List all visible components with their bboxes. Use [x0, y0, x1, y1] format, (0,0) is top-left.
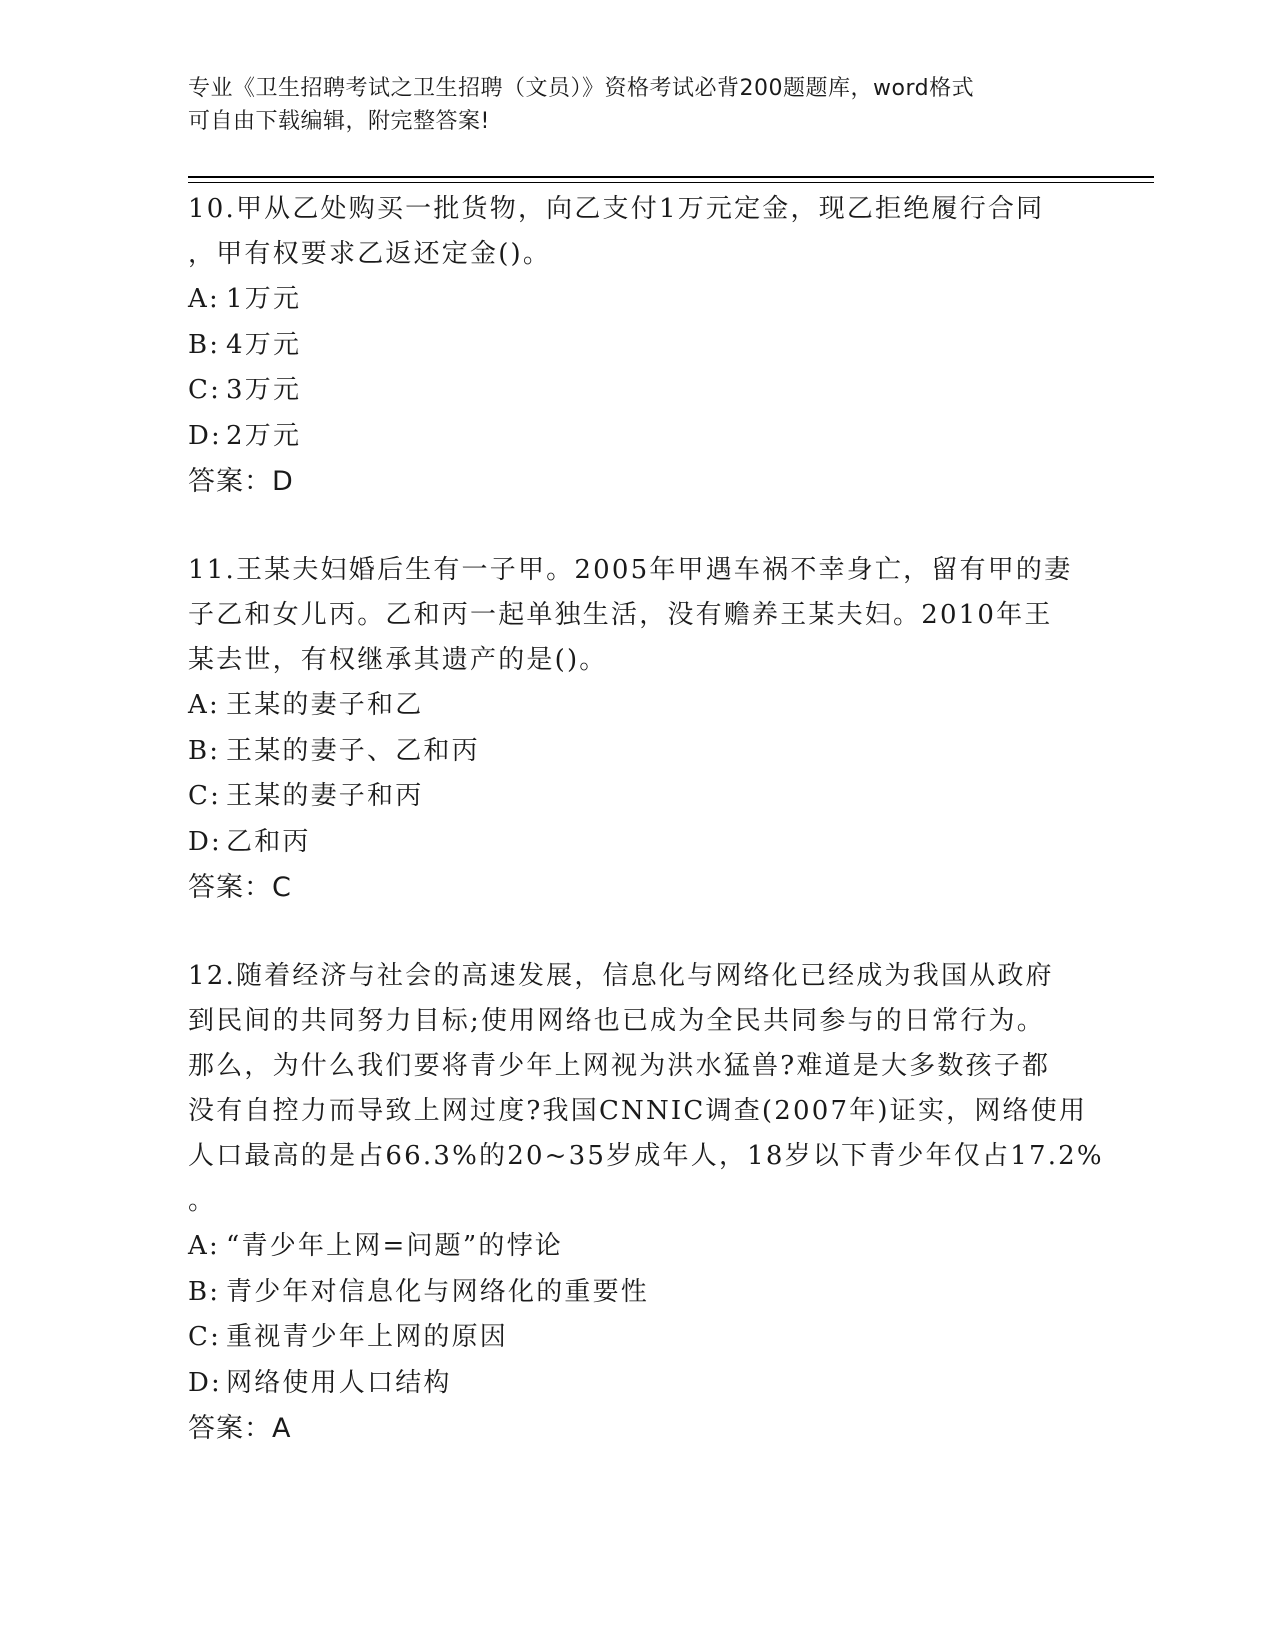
option-d [188, 1361, 1088, 1407]
option-text: 网络使用人口结构 [226, 1367, 452, 1398]
question-text: ，甲有权要求乙返还定金()。 [188, 239, 552, 269]
question-item [188, 187, 1088, 504]
option-d [188, 820, 1088, 866]
spacer [188, 910, 1088, 954]
header-line: 可自由下载编辑，附完整答案! [188, 109, 490, 134]
option-text: 青少年对信息化与网络化的重要性 [226, 1276, 650, 1307]
option-key: D: [188, 1367, 223, 1398]
question-text: 人口最高的是占66.3%的20~35岁成年人，18岁以下青少年仅占17.2% [188, 1141, 1104, 1171]
question-text: 那么，为什么我们要将青少年上网视为洪水猛兽?难道是大多数孩子都 [188, 1051, 1051, 1081]
option-key: A: [188, 284, 220, 314]
option-text: 乙和丙 [226, 826, 311, 857]
question-stem [188, 187, 1088, 277]
question-text: 到民间的共同努力目标;使用网络也已成为全民共同参与的日常行为。 [188, 1006, 1045, 1036]
option-c [188, 1315, 1088, 1361]
option-key: A: [188, 1231, 220, 1261]
question-list [188, 187, 1104, 1451]
question-text: 。 [188, 1186, 217, 1216]
answer-line: 答案：C [188, 872, 292, 903]
option-key: D: [188, 826, 223, 857]
option-text: 重视青少年上网的原因 [226, 1322, 509, 1352]
spacer [188, 504, 1088, 548]
question-text: 子乙和女儿丙。乙和丙一起单独生活，没有赡养王某夫妇。2010年王 [188, 600, 1053, 630]
option-text: “青少年上网=问题”的悖论 [226, 1231, 563, 1261]
option-key: C: [188, 375, 222, 405]
option-d [188, 414, 1088, 460]
answer-line: 答案：D [188, 466, 294, 497]
option-b [188, 729, 1088, 775]
option-c [188, 368, 1088, 414]
question-stem [188, 954, 1104, 1224]
option-a [188, 277, 1088, 323]
header-divider [188, 176, 1154, 178]
option-b [188, 1270, 1088, 1316]
option-b [188, 323, 1088, 369]
option-text: 2万元 [226, 420, 302, 451]
option-text: 王某的妻子和乙 [226, 690, 424, 720]
option-text: 4万元 [226, 329, 302, 360]
option-text: 3万元 [226, 375, 302, 405]
option-key: A: [188, 690, 220, 720]
option-a [188, 683, 1088, 729]
option-key: C: [188, 781, 222, 811]
option-text: 王某的妻子和丙 [226, 781, 424, 811]
question-stem [188, 548, 1088, 683]
option-text: 1万元 [226, 284, 302, 314]
question-text: 12.随着经济与社会的高速发展，信息化与网络化已经成为我国从政府 [188, 961, 1054, 991]
question-text: 没有自控力而导致上网过度?我国CNNIC调查(2007年)证实，网络使用 [188, 1096, 1088, 1126]
option-a [188, 1224, 1088, 1270]
question-item [188, 954, 1104, 1451]
question-item [188, 548, 1088, 910]
option-text: 王某的妻子、乙和丙 [226, 735, 480, 766]
option-key: B: [188, 735, 221, 766]
header-line: 专业《卫生招聘考试之卫生招聘（文员）》资格考试必背200题题库，word格式 [188, 76, 975, 101]
option-key: B: [188, 329, 221, 360]
option-key: B: [188, 1276, 221, 1307]
question-text: 某去世，有权继承其遗产的是()。 [188, 645, 608, 675]
option-key: D: [188, 420, 223, 451]
question-text: 11.王某夫妇婚后生有一子甲。2005年甲遇车祸不幸身亡，留有甲的妻 [188, 555, 1073, 585]
header-divider [188, 182, 1154, 183]
option-key: C: [188, 1322, 222, 1352]
answer-line: 答案：A [188, 1413, 292, 1444]
page-header [188, 72, 1088, 138]
option-c [188, 774, 1088, 820]
question-text: 10.甲从乙处购买一批货物，向乙支付1万元定金，现乙拒绝履行合同 [188, 194, 1045, 224]
